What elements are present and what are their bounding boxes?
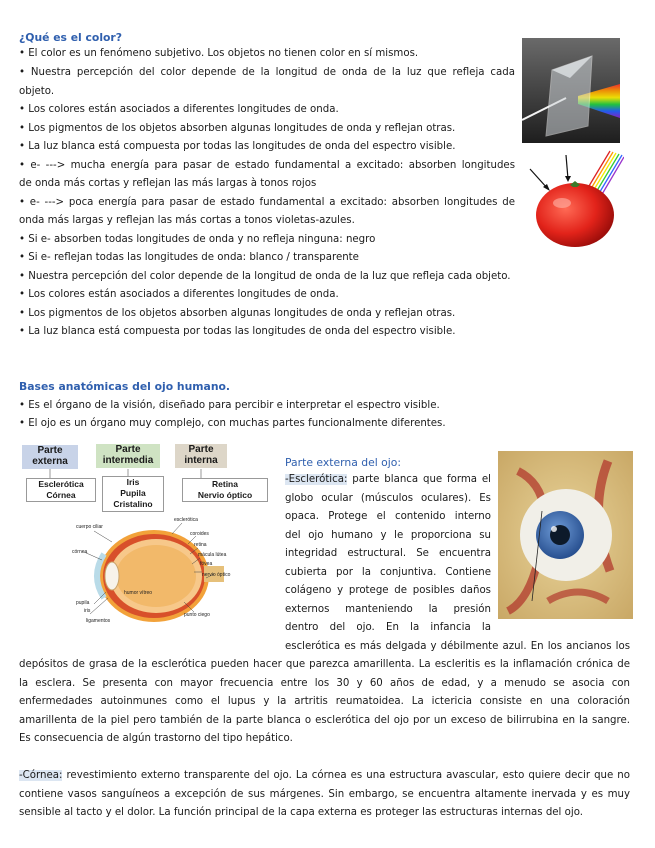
bullet-line: • e- ---> mucha energía para pasar de estado fundamental a excitado: absorben longitudes: [19, 157, 515, 176]
bullet-line: • Si e- reflejan todas las longitudes de onda: blanco / transparente: [19, 249, 359, 267]
eye-label: iris: [84, 608, 91, 614]
box-intermedia: Iris Pupila Cristalino: [102, 476, 164, 512]
bullet-line: • Nuestra percepción del color depende de la longitud de onda de la luz que refleja cada: [19, 64, 515, 83]
tag-label: Parte externa: [32, 445, 68, 467]
tag-label: Parte interna: [184, 444, 218, 466]
text-line: sensible al tacto y el dolor. La función principal de la capa externa es proteger las estructuras internas del ojo.: [19, 807, 583, 818]
text-segment: revestimiento externo transparente del ojo. La córnea es una estructura avascular, esto quiere decir que no: [62, 770, 630, 781]
eye-label: humor vítreo: [124, 590, 153, 596]
text-line: onda más largas y reflejan las más cortas a tonos violetas-azules.: [19, 215, 355, 226]
text-line: la esclera. Se presenta con mayor frecuencia entre los 30 y 60 años de edad, y a menudo se asocia con: [19, 678, 630, 689]
bullet-line: • e- ---> poca energía para pasar de estado fundamental a excitado: absorben longitudes de: [19, 194, 515, 213]
box-externa: Esclerótica Córnea: [26, 478, 96, 502]
esclerotica-line: [285, 471, 491, 490]
esclerotica-term: -Esclerótica:: [285, 474, 348, 485]
eye-label: nervio óptico: [202, 572, 231, 578]
eye-photo-image: [498, 451, 633, 619]
eye-label: esclerótica: [174, 517, 198, 523]
eye-label: coroides: [190, 531, 209, 537]
eye-label: cuerpo ciliar: [76, 524, 103, 530]
bullet-line: • Los colores están asociados a diferentes longitudes de onda.: [19, 286, 339, 304]
text-line: depósitos de grasa de la esclerótica pueden hacer que parezca amarillenta. La escleritis es la inflamación crónica de: [19, 659, 630, 670]
section-title-eye: Bases anatómicas del ojo humano.: [19, 380, 231, 393]
eye-label: mácula lútea: [198, 552, 227, 558]
text-line: contiene vasos sanguíneos a excepción de sus márgenes. Sin embargo, se encuentra altamente inervada y es muy: [19, 789, 630, 800]
text-line: esclerótica es más delgada y débilmente azul. En los ancianos los: [285, 641, 630, 652]
bullet-line: • Los colores están asociados a diferentes longitudes de onda.: [19, 101, 339, 119]
prism-image: [522, 38, 620, 143]
text-line: opaca. Protege el contenido interno: [285, 511, 491, 522]
bullet-line: • La luz blanca está compuesta por todas las longitudes de onda del espectro visible.: [19, 323, 455, 341]
text-line: externos manteniendo la presión: [285, 604, 491, 615]
eye-label: córnea: [72, 549, 88, 555]
text-line: del ojo humano y le proporciona su: [285, 530, 491, 541]
bullet-line: • El color es un fenómeno subjetivo. Los objetos no tienen color en sí mismos.: [19, 45, 418, 63]
eye-label: retina: [194, 542, 207, 548]
text-segment: parte blanca que forma el: [347, 474, 491, 485]
bullet-line: • Es el órgano de la visión, diseñado para percibir e interpretar el espectro visible.: [19, 397, 440, 415]
text-line: globo ocular (músculos oculares). Es: [285, 493, 491, 504]
section-title-color: ¿Qué es el color?: [19, 31, 123, 44]
eye-label: punto ciego: [184, 612, 210, 618]
subsection-title-externa: Parte externa del ojo:: [285, 456, 402, 469]
text-line: amarillenta de la piel pero también de la parte blanca o esclerótica del ojo por un exceso de bilirrubina en la sangre.: [19, 715, 630, 726]
tomato-image: [526, 149, 624, 249]
eye-label: fóvea: [200, 561, 213, 567]
bullet-line: • Nuestra percepción del color depende de la longitud de onda de la luz que refleja cada objeto.: [19, 268, 511, 286]
text-line: de onda más cortas y reflejan las más largas à tonos rojos: [19, 178, 317, 189]
tag-label: Parte intermedia: [102, 444, 154, 466]
text-line: integridad estructural. Se encuentra: [285, 548, 491, 559]
box-interna: Retina Nervio óptico: [182, 478, 268, 502]
bullet-line: • La luz blanca está compuesta por todas las longitudes de onda del espectro visible.: [19, 138, 455, 156]
tag-parte-intermedia: [96, 444, 160, 468]
tag-parte-externa: [22, 445, 78, 469]
eye-label: pupila: [76, 600, 90, 606]
cornea-term: -Córnea:: [19, 770, 63, 781]
bullet-line: • Si e- absorben todas longitudes de onda y no refleja ninguna: negro: [19, 231, 375, 249]
text-line: cubierta por la conjuntiva. Contiene: [285, 567, 491, 578]
text-line: Es consecuencia de algún trastorno del tipo hepático.: [19, 733, 293, 744]
cornea-line: [19, 767, 630, 786]
bullet-line: • Los pigmentos de los objetos absorben algunas longitudes de onda y reflejan otras.: [19, 120, 455, 138]
text-line: dentro del ojo. En la infancia la: [285, 622, 491, 633]
text-line: enfermedades autoinmunes como el lupus y la artritis reumatoidea. La ictericia consiste en una coloración: [19, 696, 630, 707]
bullet-line: • Los pigmentos de los objetos absorben algunas longitudes de onda y reflejan otras.: [19, 305, 455, 323]
bullet-line: • El ojo es un órgano muy complejo, con muchas partes funcionalmente diferentes.: [19, 415, 446, 433]
tag-parte-interna: [175, 444, 227, 468]
text-line: objeto.: [19, 86, 55, 97]
text-line: colágeno y protege de posibles daños: [285, 585, 491, 596]
eye-label: ligamentos: [86, 618, 111, 624]
